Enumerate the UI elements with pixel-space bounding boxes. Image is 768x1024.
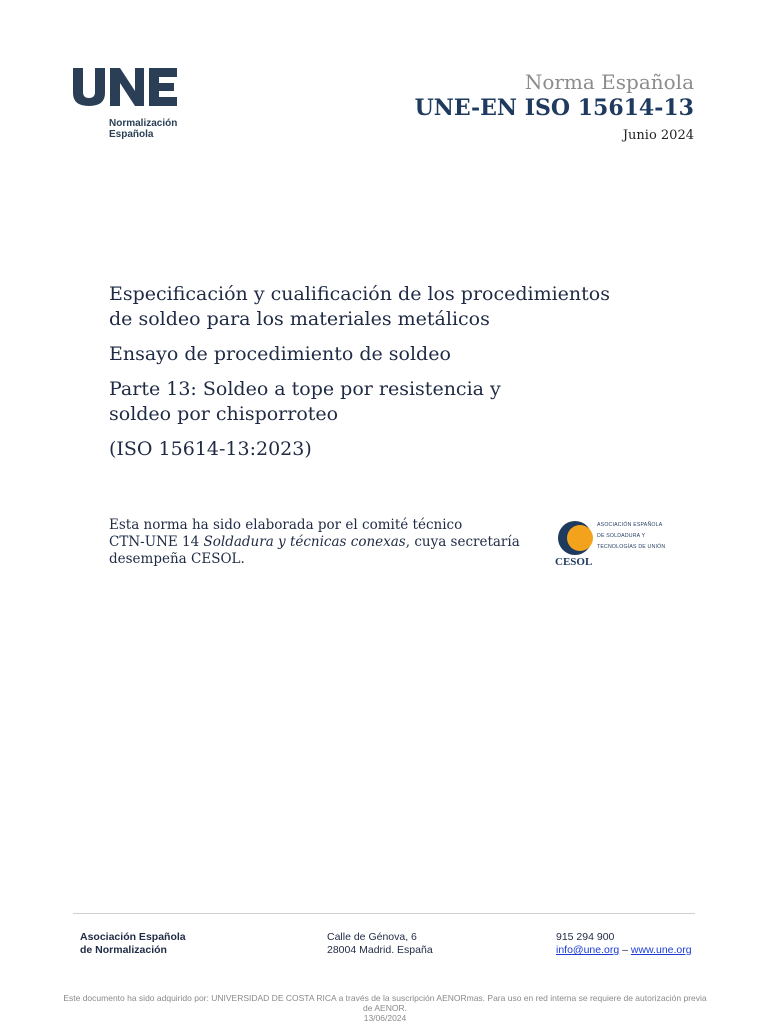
publication-date: Junio 2024 bbox=[622, 128, 694, 143]
cesol-tag-line: TECNOLOGÍAS DE UNIÓN bbox=[597, 544, 666, 550]
link-separator: – bbox=[619, 944, 631, 956]
disclaimer-line: Este documento ha sido adquirido por: UNIVERSIDAD DE COSTA RICA a través de la suscripción AENORmas. Para uso en red interna se requiere de autorización previa bbox=[63, 993, 707, 1003]
cesol-tag-line: ASOCIACIÓN ESPAÑOLA bbox=[597, 522, 663, 528]
committee-suffix: , cuya secretaría bbox=[405, 534, 520, 550]
footer-organization bbox=[80, 931, 186, 957]
document-title bbox=[109, 282, 669, 462]
committee-line bbox=[109, 534, 529, 551]
committee-code: CTN-UNE 14 bbox=[109, 534, 204, 550]
part-title-line: Parte 13: Soldeo a tope por resistencia y bbox=[109, 378, 501, 400]
une-logo-line1: Normalización bbox=[109, 118, 178, 129]
email-link[interactable]: info@une.org bbox=[556, 944, 620, 956]
committee-line: Esta norma ha sido elaborada por el comité técnico bbox=[109, 517, 463, 533]
disclaimer-line: de AENOR. bbox=[363, 1003, 407, 1013]
footer-org-line: de Normalización bbox=[80, 944, 167, 956]
footer-address bbox=[327, 931, 433, 957]
subtitle-line: Ensayo de procedimiento de soldeo bbox=[109, 343, 451, 365]
title-line: Especificación y cualificación de los procedimientos bbox=[109, 283, 610, 305]
disclaimer-date: 13/06/2024 bbox=[363, 1013, 407, 1023]
cesol-logo bbox=[555, 518, 675, 570]
une-wordmark-icon bbox=[71, 66, 181, 108]
committee-line: desempeña CESOL. bbox=[109, 551, 245, 567]
footer-address-line: 28004 Madrid. España bbox=[327, 944, 433, 956]
cesol-crescent-icon bbox=[557, 518, 597, 558]
footer-phone: 915 294 900 bbox=[556, 931, 615, 943]
une-logo-line2: Española bbox=[109, 129, 154, 140]
norma-label: Norma Española bbox=[524, 70, 694, 94]
website-link[interactable]: www.une.org bbox=[630, 944, 692, 956]
committee-name: Soldadura y técnicas conexas bbox=[203, 534, 406, 550]
cesol-name: CESOL bbox=[555, 556, 593, 568]
purchase-disclaimer bbox=[40, 993, 730, 1023]
une-logo bbox=[71, 66, 191, 140]
part-title-line: soldeo por chisporroteo bbox=[109, 403, 339, 425]
footer-org-line: Asociación Española bbox=[80, 931, 186, 943]
footer-divider bbox=[73, 913, 695, 914]
cesol-tagline bbox=[597, 520, 677, 553]
title-line: de soldeo para los materiales metálicos bbox=[109, 308, 490, 330]
committee-statement bbox=[109, 517, 529, 568]
footer-address-line: Calle de Génova, 6 bbox=[327, 931, 417, 943]
footer-links bbox=[556, 944, 692, 957]
footer-contact bbox=[556, 931, 692, 957]
une-logo-caption bbox=[109, 118, 191, 140]
standard-code: UNE-EN ISO 15614-13 bbox=[414, 95, 694, 121]
cesol-tag-line: DE SOLDADURA Y bbox=[597, 533, 646, 539]
iso-reference: (ISO 15614-13:2023) bbox=[109, 438, 312, 460]
